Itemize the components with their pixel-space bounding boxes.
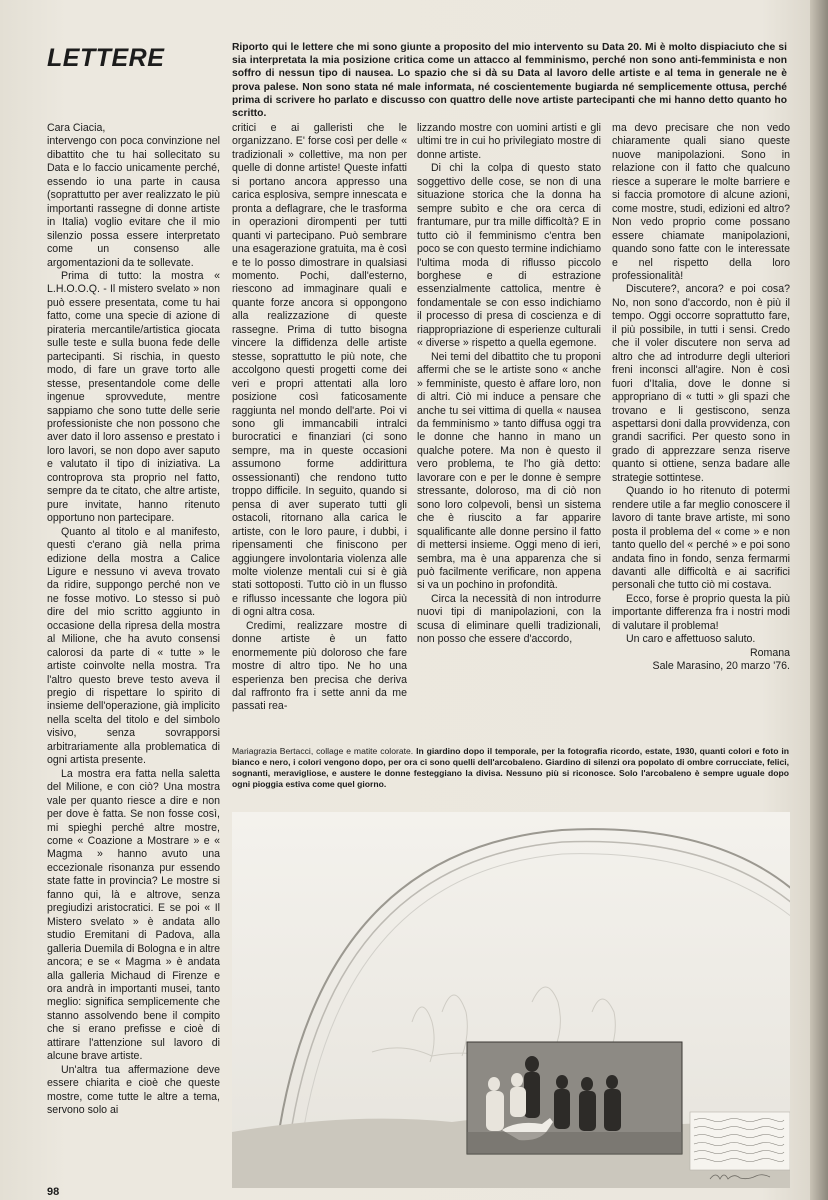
collage-drawing <box>232 812 790 1188</box>
paragraph: Credimi, realizzare mostre di donne artiste è un fatto enormemente più doloroso che fare mostre di altro tipo. Ne ho una esperienza ben precisa che deriva dal raffronto fra i sette anni da me passati rea- <box>232 619 407 713</box>
paragraph: lizzando mostre con uomini artisti e gli ultimi tre in cui ho privilegiato mostre di donne artiste. <box>417 122 601 161</box>
section-title: LETTERE <box>47 44 165 72</box>
letter-column-2 <box>232 122 407 714</box>
paragraph: Nei temi del dibattito che tu proponi affermi che se le artiste sono « anche » femministe, questo è affare loro, non di altri. Ciò mi induce a pensare che anche tu sei vittima di quella « nausea da femminismo » tanto diffusa oggi tra le donne che hanno in mano un qualche potere. Ma non è questo il vero problema, te l'ho già detto: lavorare con e per le donne è sempre stressante, doloroso, ma di ciò non sono loro colpevoli, bensì un sistema che è riuscito a far apparire squalificante alle donne persino il fatto di mettersi insieme. Oggi meno di ieri, sembra, ma è una apparenza che si può facilmente verificare, non appena si va un pochino in profondità. <box>417 350 601 592</box>
artwork-caption <box>232 746 789 790</box>
paragraph: Quanto al titolo e al manifesto, questi c'erano già nella prima edizione della mostra a Calice Ligure e nessuno vi aveva trovato da ridire, suppongo perché non ve ne fosse motivo. Lo stesso si può dire del mio scritto aggiunto in occasione della ripresa della mostra al Milione, che ha avuto consensi calorosi da parte di « tutte » le artiste coinvolte nella mostra. Tra l'altro questo breve testo aveva il pregio di rispettare lo spirito di insieme dell'operazione, già implicito nella scelta del titolo e del simbolo visivo, senza sovrapporsi arbitrariamente alla problematica di ogni artista presente. <box>47 525 220 767</box>
handwritten-note <box>690 1112 790 1170</box>
page-binding-edge <box>810 0 828 1200</box>
paragraph: intervengo con poca convinzione nel dibattito che tu hai sollecitato su Data e lo faccio unicamente perché, essendo io una parte in causa (soprattutto per aver realizzato le più importanti rassegne di donne artiste in Italia) voglio evitare che il mio silenzio possa essere interpretato come un consenso alle argomentazioni da te sollevate. <box>47 135 220 269</box>
letter-column-3 <box>417 122 601 647</box>
paragraph: Discutere?, ancora? e poi cosa? No, non sono d'accordo, non è più il tempo. Oggi occorre soprattutto fare, il più possibile, in tutti i sensi. Credo che il voler discutere non serva ad altro che ad introdurre degli ulteriori freni inconsci all'agire. Non è così fuori d'Italia, dove le donne si appropriano di « tutti » gli spazi che trovano e li gestiscono, senza aspettarsi doni dalla provvidenza, con grandi sacrifici. Per questo sono in grado di apprezzare senza riserve quanto si ottiene, senza badare alle strategie sottintese. <box>612 283 790 484</box>
signature-place-date: Sale Marasino, 20 marzo '76. <box>652 660 790 673</box>
letter-column-4 <box>612 122 790 674</box>
letter-column-1 <box>47 122 220 1118</box>
page-number: 98 <box>47 1186 60 1198</box>
paragraph: Circa la necessità di non introdurre nuovi tipi di manipolazioni, con la scusa di eliminare quelli tradizionali, non posso che essere d'accordo, <box>417 592 601 646</box>
group-photograph <box>467 1042 682 1154</box>
paragraph: Di chi la colpa di questo stato soggettivo delle cose, se non di una situazione storica che la donna ha sempre subìto e che ora cerca di frantumare, pur tra mille difficoltà? E in tutto ciò il femminismo c'entra ben poco se con questo termine indichiamo l'ultima moda di riflusso piccolo borghese e di estrazione essenzialmente cattolica, mentre è fondamentale se con esso indichiamo il processo di presa di coscienza e di riappropriazione di esperienze culturali « diverse » rispetto a quella egemone. <box>417 162 601 350</box>
paragraph: Un'altra tua affermazione deve essere chiarita e cioè che queste mostre, come tutte le altre a tema, servono solo ai <box>47 1063 220 1117</box>
editorial-intro: Riporto qui le lettere che mi sono giunte a proposito del mio intervento su Data 20. Mi è molto dispiaciuto che si sia interpretata la mia posizione critica come un attacco al femminismo, perché non sono anti-femminista e non soffro di nessun tipo di nausea. Lo spazio che si dà su Data al lavoro delle artiste e al tema in generale ne è prova palese. Non sono stata né male informata, né coscientemente bugiarda né semplicemente ottusa, perché prima di scrivere ho parlato e discusso con quattro delle nove artiste partecipanti che mi hanno detto quanto ho scritto. <box>232 42 787 120</box>
paragraph: Ecco, forse è proprio questa la più importante differenza fra i nostri modi di valutare il problema! <box>612 592 790 632</box>
caption-lead: Mariagrazia Bertacci, collage e matite colorate. <box>232 746 414 756</box>
paragraph: La mostra era fatta nella saletta del Milione, e con ciò? Una mostra vale per quanto riesce a dire e non per dove è fatta. Se non fosse così, mi spieghi perché altre mostre, come « Coazione a Mostrare » e « Magma » hanno avuto una eccezionale risonanza pur essendo state fatte in provincia? Le mostre si fanno qui, là e altrove, senza pregiudizi aristocratici. E se poi « Il Mistero svelato » è andata allo studio Eremitani di Padova, alla galleria Duemila di Bologna e in altre ancora; e se « Magma » è andata alla galleria Michaud di Firenze e ora andrà in importanti musei, tanto meglio: significa semplicemente che stanno assolvendo bene il compito che si erano prefisse e cioè di attirare l'attenzione sul lavoro di alcune brave artiste. <box>47 767 220 1063</box>
paragraph: critici e ai galleristi che le organizzano. E' forse così per delle « tradizionali » collettive, ma non per quelle di donne artiste! Queste infatti si portano ancora appresso una carica esplosiva, sempre innescata e pronta a deflagrare, che le trasforma in operazioni dirompenti per tutti quanti vi partecipano. Può sembrare una esagerazione gratuita, ma è così e te lo posso dimostrare in qualsiasi momento. Pochi, dall'esterno, riescono ad immaginare quali e quante forze ancora si oppongono alla realizzazione di queste rassegne. Prima di tutto bisogna vincere la diffidenza delle artiste stesse, soprattutto le più note, che accolgono questi progetti come dei veri e propri attentati alla loro posizione così faticosamente raggiunta nel mondo dell'arte. Poi vi sono gli immancabili intralci burocratici e finanziari (ci sono sempre, ma in queste occasioni assumono forme addirittura ossessionanti) che rendono tutto troppo difficile. In seguito, quando si pensa di aver superato tutti gli ostacoli, ritornano alla carica le artiste, con le loro paure, i dubbi, i ripensamenti che finiscono per aggiungere involontaria violenza alle molte violenze mentali cui si è già stati sottoposti. Tutto ciò in un flusso e riflusso incessante che logora più di ogni altra cosa. <box>232 122 407 619</box>
paragraph: ma devo precisare che non vedo chiaramente quali siano queste nuove manipolazioni. Sono in relazione con il fatto che qualcuno riesce a superare le molte barriere e si faccia promotore di alcune azioni, come mostre, studi, edizioni ed altro? Non vedo proprio come possano essere chiamate manipolazioni, quando sono fatte con le interessate e nel rispetto della loro professionalità! <box>612 122 790 282</box>
paragraph: Un caro e affettuoso saluto. <box>626 633 756 646</box>
paragraph: Prima di tutto: la mostra « L.H.O.O.Q. - Il mistero svelato » non può essere presentata, come tu hai fatto, come una specie di azione di pirateria mercantile/artistica giocata sulle teste e sulla buona fede delle partecipanti. Si rischia, in questo modo, di fare un grave torto alle stesse, presentandole come delle ingenue sprovvedute, mentre sappiamo che sono tutte delle serie professioniste che non possono che aver dato il loro assenso e prestato i loro lavori, se non dopo aver saputo e valutato il tipo di iniziativa. La controprova sta proprio nel fatto, sempre da te citato, che altre artiste, pure invitate, hanno ritenuto opportuno non partecipare. <box>47 269 220 525</box>
caption-body: In giardino dopo il temporale, per la fotografia ricordo, estate, 1930, quanti colori e foto in bianco e nero, i colori vengono dopo, per ora ci sono quelli dell'arcobaleno. Giardino di silenzi ora popolato di ombre corrucciate, felici, sognanti, meravigliose, e austere le donne festeggiano la divisa. Nessuno più si riconosce. Solo l'arcobaleno è sempre uguale dopo ogni pioggia estiva come quel giorno. <box>232 746 790 789</box>
artwork-collage-image <box>232 812 790 1188</box>
paragraph: Cara Ciacia, <box>47 122 106 134</box>
signature-name: Romana <box>749 646 790 659</box>
paragraph: Quando io ho ritenuto di potermi rendere utile a far meglio conoscere il lavoro di tante brave artiste, mi sono posta il problema del « come » e non tanto quello del « perché » e poi sono andata fino in fondo, senza fermarmi davanti alle difficoltà e ai sacrifici personali che tutto ciò mi costava. <box>612 485 790 592</box>
